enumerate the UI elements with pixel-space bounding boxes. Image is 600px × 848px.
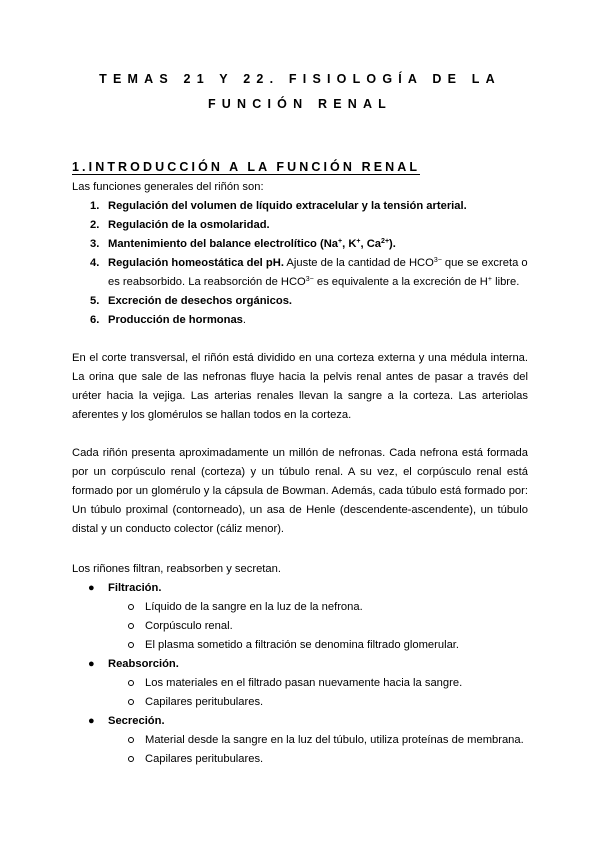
sub-item: Líquido de la sangre en la luz de la nefrona. [145,601,363,613]
paragraph-kidney-functions: Los riñones filtran, reabsorben y secretan. [72,563,281,575]
list-number: 1. [90,200,100,212]
function-item: Mantenimiento del balance electrolítico (Na+, K+, $Ca^{2+}$). [108,238,396,250]
document-title-line-1: TEMAS 21 Y 22. FISIOLOGÍA DE LA [99,72,501,86]
sub-item: Corpúsculo renal. [145,620,233,632]
paragraph-renal-structure: En el corte transversal, el riñón está dividido en una corteza externa y una médula interna. La orina que sale de las nefronas fluye hacia la pelvis renal antes de pasar a través del uréter hacia la vejiga. Las arterias renales llevan la sangre a la corteza. Las arteriolas aferentes y los glomérulos se hallan todos en la corteza. [72,352,528,421]
function-item: Excreción de desechos orgánicos. [108,295,293,307]
paragraph-nephrons: Cada riñón presenta aproximadamente un millón de nefronas. Cada nefrona está formada por un corpúsculo renal (corteza) y un túbulo renal. A su vez, el corpúsculo renal está formado por un glomérulo y la cápsula de Bowman. Además, cada túbulo está formado por: Un túbulo proximal (contorneado), un asa de Henle (descendente-ascendente), un túbulo distal y un conducto colector (cáliz menor). [72,447,528,535]
bullet-icon: ● [88,582,95,594]
sub-item: Capilares peritubulares. [145,696,264,708]
bullet-icon: ● [88,715,95,727]
list-number: 4. [90,257,100,269]
function-item: Regulación de la osmolaridad. [108,219,270,231]
circle-bullet-icon [128,680,134,686]
function-item: Producción de hormonas. [108,314,246,326]
circle-bullet-icon [128,737,134,743]
list-number: 3. [90,238,100,250]
sub-item: Los materiales en el filtrado pasan nuevamente hacia la sangre. [145,677,463,689]
circle-bullet-icon [128,699,134,705]
process-label-secretion: Secreción. [108,715,165,727]
process-label-reabsorption: Reabsorción. [108,658,179,670]
sub-item: El plasma sometido a filtración se denomina filtrado glomerular. [145,639,460,651]
circle-bullet-icon [128,604,134,610]
function-item: Regulación del volumen de líquido extracelular y la tensión arterial. [108,200,467,212]
sub-item: Material desde la sangre en la luz del túbulo, utiliza proteínas de membrana. [145,734,524,746]
circle-bullet-icon [128,642,134,648]
list-number: 6. [90,314,100,326]
section-heading: 1.INTRODUCCIÓN A LA FUNCIÓN RENAL [72,160,421,174]
circle-bullet-icon [128,623,134,629]
circle-bullet-icon [128,756,134,762]
function-item: Regulación homeostática del pH. Ajuste de la cantidad de $HCO^{3-}$ que se excreta o [108,257,528,269]
bullet-icon: ● [88,658,95,670]
document-title-line-2: FUNCIÓN RENAL [207,97,393,111]
function-item-continued: es reabsorbido. La reabsorción de $HCO^{3-}$ es equivalente a la excreción de H+ libre. [108,276,520,288]
intro-text: Las funciones generales del riñón son: [72,181,264,193]
process-label-filtration: Filtración. [108,582,162,594]
sub-item: Capilares peritubulares. [145,753,264,765]
list-number: 5. [90,295,100,307]
list-number: 2. [90,219,100,231]
